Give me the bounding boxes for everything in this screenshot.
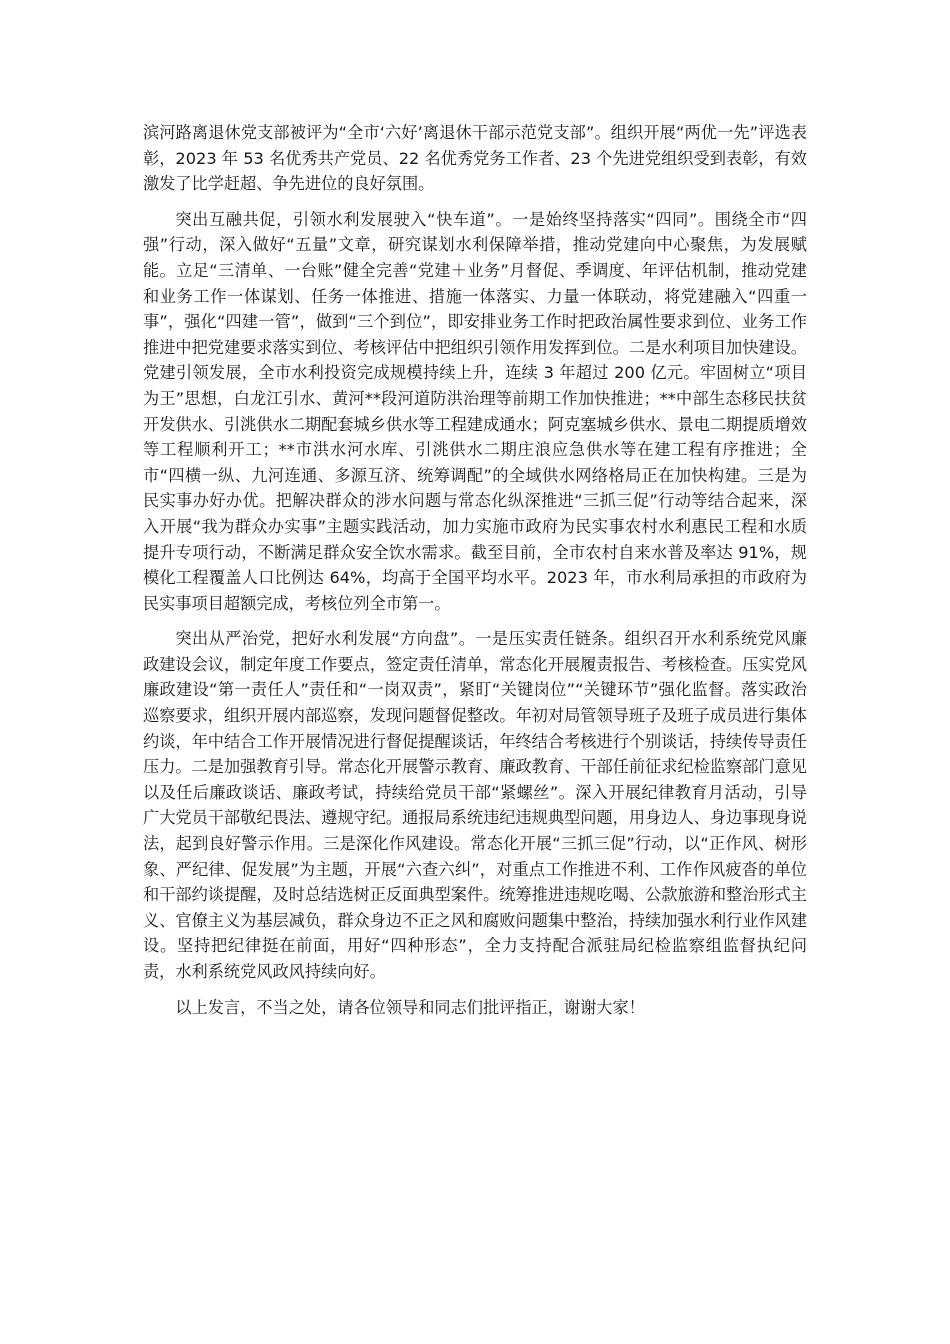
paragraph-closing: 以上发言，不当之处，请各位领导和同志们批评指正，谢谢大家！	[175, 997, 645, 1017]
paragraph-discipline: 突出从严治党，把好水利发展“方向盘”。一是压实责任链条。组织召开水利系统党风廉政建设会议，制定年度工作要点，签定责任清单，常态化开展履责报告、考核检查。压实党风廉政建设“第一责任人”责任和“一岗双责”，紧盯“关键岗位”“关键环节”强化监督。落实政治巡察要求，组织开展内部巡察，发现问题督促整改。年初对局管领导班子及班子成员进行集体约谈，年中结合工作开展情况进行督促提醒谈话，年终结合考核进行个别谈话，持续传导责任压力。二是加强教育引导。常态化开展警示教育、廉政教育、干部任前征求纪检监察部门意见以及任后廉政谈话、廉政考试，持续给党员干部“紧螺丝”。深入开展纪律教育月活动，引导广大党员干部敬纪畏法、遵规守纪。通报局系统违纪违规典型问题，用身边人、身边事现身说法，起到良好警示作用。三是深化作风建设。常态化开展“三抓三促”行动，以“正作风、树形象、严纪律、促发展”为主题，开展“六查六纠”，对重点工作推进不利、工作作风疲沓的单位和干部约谈提醒，及时总结选树正反面典型案件。统筹推进违规吃喝、公款旅游和整治形式主义、官僚主义为基层减负，群众身边不正之风和腐败问题集中整治，持续加强水利行业作风建设。坚持把纪律挺在前面，用好“四种形态”，全力支持配合派驻局纪检监察组监督执纪问责，水利系统党风政风持续向好。	[143, 629, 807, 981]
paragraph-honors: 滨河路离退休党支部被评为“全市‘六好’离退休干部示范党支部”。组织开展“两优一先”评选表彰，2023 年 53 名优秀共产党员、22 名优秀党务工作者、23 个先进党组织受到表彰，有效激发了比学赶超、争先进位的良好氛围。	[143, 123, 807, 194]
paragraph-integration: 突出互融共促，引领水利发展驶入“快车道”。一是始终坚持落实“四同”。围绕全市“四强”行动，深入做好“五量”文章，研究谋划水利保障举措，推动党建向中心聚焦，为发展赋能。立足“三清单、一台账”健全完善“党建＋业务”月督促、季调度、年评估机制，推动党建和业务工作一体谋划、任务一体推进、措施一体落实、力量一体联动，将党建融入“四重一事”，强化“四建一管”，做到“三个到位”，即安排业务工作时把政治属性要求到位、业务工作推进中把党建要求落实到位、考核评估中把组织引领作用发挥到位。二是水利项目加快建设。党建引领发展，全市水利投资完成规模持续上升，连续 3 年超过 200 亿元。牢固树立“项目为王”思想，白龙江引水、黄河**段河道防洪治理等前期工作加快推进；**中部生态移民扶贫开发供水、引洮供水二期配套城乡供水等工程建成通水；阿克塞城乡供水、景电二期提质增效等工程顺利开工；**市洪水河水库、引洮供水二期庄浪应急供水等在建工程有序推进；全市“四横一纵、九河连通、多源互济、统筹调配”的全域供水网络格局正在加快构建。三是为民实事办好办优。把解决群众的涉水问题与常态化纵深推进“三抓三促”行动等结合起来，深入开展“我为群众办实事”主题实践活动，加力实施市政府为民实事农村水利惠民工程和水质提升专项行动，不断满足群众安全饮水需求。截至目前，全市农村自来水普及率达 91%，规模化工程覆盖人口比例达 64%，均高于全国平均水平。2023 年，市水利局承担的市政府为民实事项目超额完成，考核位列全市第一。	[143, 209, 807, 613]
document-body	[143, 120, 807, 1030]
